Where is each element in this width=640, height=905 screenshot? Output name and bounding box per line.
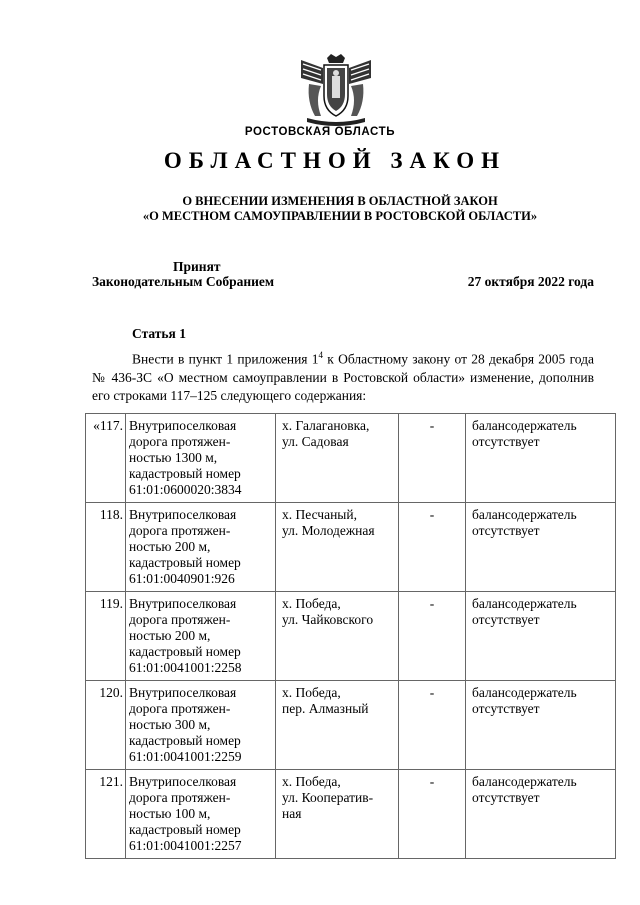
object-name <box>126 681 276 770</box>
object-address <box>276 414 399 503</box>
law-subtitle-line2: «О МЕСТНОМ САМОУПРАВЛЕНИИ В РОСТОВСКОЙ ОБЛАСТИ» <box>142 209 538 223</box>
object-name-line: ностью 100 м, <box>129 806 211 821</box>
object-address-line: х. Победа, <box>282 774 341 789</box>
table-row <box>86 770 616 859</box>
article-heading: Статья 1 <box>132 326 186 341</box>
object-name <box>126 503 276 592</box>
object-name-line: 61:01:0041001:2259 <box>129 749 242 764</box>
object-address-line: ул. Садовая <box>282 434 349 449</box>
owner-status <box>466 592 616 681</box>
dash-cell: - <box>399 770 466 859</box>
article-text-superscript: 4 <box>318 350 324 360</box>
object-name-line: дорога протяжен- <box>129 612 231 627</box>
object-name <box>126 414 276 503</box>
owner-status-line: балансодержатель <box>472 596 577 611</box>
owner-status-line: балансодержатель <box>472 774 577 789</box>
dash-cell: - <box>399 592 466 681</box>
object-name-line: ностью 300 м, <box>129 717 211 732</box>
object-name-line: дорога протяжен- <box>129 701 231 716</box>
dash-cell: - <box>399 503 466 592</box>
object-address-line: х. Песчаный, <box>282 507 357 522</box>
object-address <box>276 503 399 592</box>
object-name-line: Внутрипоселковая <box>129 774 237 789</box>
owner-status <box>466 503 616 592</box>
object-name-line: дорога протяжен- <box>129 523 231 538</box>
object-address-line: х. Галагановка, <box>282 418 370 433</box>
row-number: 119. <box>86 592 126 681</box>
object-name-line: кадастровый номер <box>129 733 241 748</box>
object-address-line: ул. Чайковского <box>282 612 374 627</box>
object-name-line: Внутрипоселковая <box>129 596 237 611</box>
article-text-start: Внести в пункт 1 приложения 1 <box>132 351 319 367</box>
object-name-line: кадастровый номер <box>129 466 241 481</box>
document-type-title: ОБЛАСТНОЙ ЗАКОН <box>163 148 507 173</box>
owner-status-line: балансодержатель <box>472 507 577 522</box>
object-name-line: кадастровый номер <box>129 555 241 570</box>
adopted-label: Принят <box>173 259 221 274</box>
object-address <box>276 681 399 770</box>
region-name: РОСТОВСКАЯ ОБЛАСТЬ <box>244 126 396 138</box>
object-name-line: ностью 200 м, <box>129 628 211 643</box>
coat-of-arms-icon <box>293 54 379 126</box>
object-name-line: Внутрипоселковая <box>129 418 237 433</box>
object-name-line: Внутрипоселковая <box>129 685 237 700</box>
object-address-line: ная <box>282 806 302 821</box>
object-address-line: пер. Алмазный <box>282 701 369 716</box>
law-subtitle-line1: О ВНЕСЕНИИ ИЗМЕНЕНИЯ В ОБЛАСТНОЙ ЗАКОН <box>182 194 498 208</box>
article-text <box>92 346 594 405</box>
owner-status-line: отсутствует <box>472 612 540 627</box>
table-row <box>86 592 616 681</box>
owner-status-line: балансодержатель <box>472 685 577 700</box>
article-text-end: к Областному закону от 28 декабря 2005 года № 436-ЗС «О местном самоуправлении в Ростовской области» изменение, дополнив его строками 117–125 следующего содержания: <box>92 351 594 403</box>
owner-status-line: отсутствует <box>472 790 540 805</box>
owner-status-line: отсутствует <box>472 701 540 716</box>
object-name-line: 61:01:0600020:3834 <box>129 482 242 497</box>
table-row <box>86 681 616 770</box>
dash-cell: - <box>399 414 466 503</box>
owner-status <box>466 681 616 770</box>
object-address-line: х. Победа, <box>282 685 341 700</box>
object-name-line: кадастровый номер <box>129 822 241 837</box>
object-name <box>126 770 276 859</box>
object-address <box>276 770 399 859</box>
owner-status-line: балансодержатель <box>472 418 577 433</box>
table-row <box>86 414 616 503</box>
object-name-line: 61:01:0040901:926 <box>129 571 235 586</box>
object-address-line: х. Победа, <box>282 596 341 611</box>
object-address <box>276 592 399 681</box>
row-number: 121. <box>86 770 126 859</box>
object-address-line: ул. Кооператив- <box>282 790 374 805</box>
owner-status-line: отсутствует <box>472 434 540 449</box>
object-name <box>126 592 276 681</box>
adoption-date: 27 октября 2022 года <box>467 274 594 289</box>
adopted-by: Законодательным Собранием <box>92 274 275 289</box>
row-number: 120. <box>86 681 126 770</box>
object-name-line: дорога протяжен- <box>129 434 231 449</box>
owner-status <box>466 770 616 859</box>
table-row <box>86 503 616 592</box>
owner-status-line: отсутствует <box>472 523 540 538</box>
road-list-table <box>85 413 616 859</box>
object-name-line: 61:01:0041001:2258 <box>129 660 242 675</box>
dash-cell: - <box>399 681 466 770</box>
object-name-line: дорога протяжен- <box>129 790 231 805</box>
owner-status <box>466 414 616 503</box>
object-name-line: 61:01:0041001:2257 <box>129 838 242 853</box>
object-name-line: Внутрипоселковая <box>129 507 237 522</box>
object-address-line: ул. Молодежная <box>282 523 375 538</box>
row-number: 118. <box>86 503 126 592</box>
object-name-line: ностью 200 м, <box>129 539 211 554</box>
object-name-line: кадастровый номер <box>129 644 241 659</box>
row-number: «117. <box>86 414 126 503</box>
object-name-line: ностью 1300 м, <box>129 450 218 465</box>
